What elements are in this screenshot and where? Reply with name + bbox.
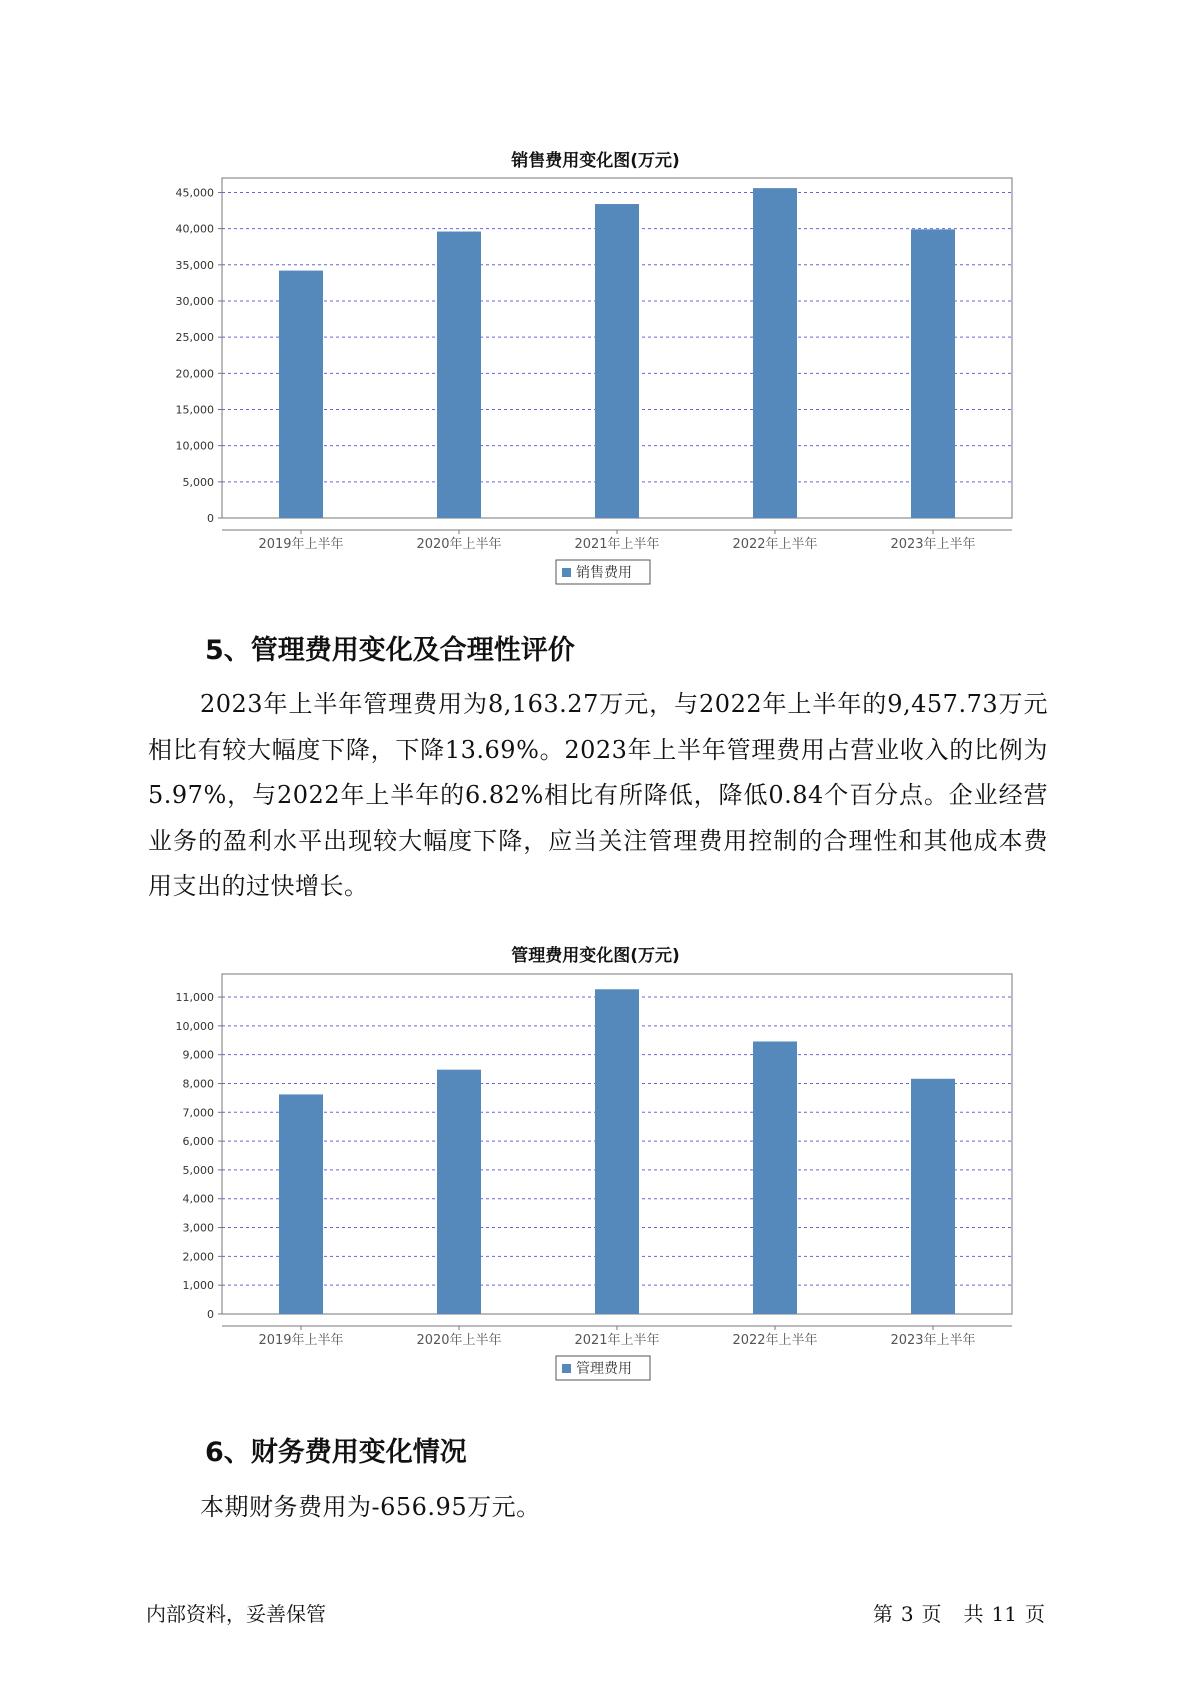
section5-paragraph: 2023年上半年管理费用为8,163.27万元，与2022年上半年的9,457.73万元相比有较大幅度下降，下降13.69%。2023年上半年管理费用占营业收入的比例为5.97%，与2022年上半年的6.82%相比有所降低，降低0.84个百分点。企业经营业务的盈利水平出现较大幅度下降，应当关注管理费用控制的合理性和其他成本费用支出的过快增长。: [148, 690, 1048, 900]
bar: [753, 1041, 797, 1314]
y-tick-label: 10,000: [175, 439, 214, 453]
x-tick-label: 2019年上半年: [258, 537, 344, 552]
x-tick-label: 2022年上半年: [732, 537, 818, 552]
y-tick-label: 7,000: [182, 1106, 214, 1120]
bar: [595, 204, 639, 518]
x-tick-label: 2022年上半年: [732, 1333, 818, 1348]
bar: [279, 271, 323, 518]
y-tick-label: 6,000: [182, 1135, 214, 1149]
y-tick-label: 25,000: [175, 331, 214, 345]
legend-swatch: [562, 1364, 571, 1373]
y-tick-label: 5,000: [182, 475, 214, 489]
x-tick-label: 2020年上半年: [416, 537, 502, 552]
y-tick-label: 35,000: [175, 258, 214, 272]
y-tick-label: 2,000: [182, 1250, 214, 1264]
x-tick-label: 2020年上半年: [416, 1333, 502, 1348]
y-tick-label: 4,000: [182, 1192, 214, 1206]
section6-paragraph: 本期财务费用为-656.95万元。: [200, 1493, 541, 1521]
total-prefix: 共: [963, 1602, 984, 1626]
x-tick-label: 2021年上半年: [574, 537, 660, 552]
footer-page-info: [873, 1598, 1045, 1627]
bar: [437, 232, 481, 518]
admin-chart-title: 管理费用变化图(万元): [511, 946, 680, 966]
y-tick-label: 1,000: [182, 1279, 214, 1293]
y-tick-label: 11,000: [175, 991, 214, 1005]
footer-confidential-note: 内部资料，妥善保管: [146, 1602, 326, 1626]
legend-swatch: [562, 568, 571, 577]
y-tick-label: 40,000: [175, 222, 214, 236]
y-tick-label: 15,000: [175, 403, 214, 417]
y-tick-label: 10,000: [175, 1019, 214, 1033]
x-tick-label: 2021年上半年: [574, 1333, 660, 1348]
page-prefix: 第: [872, 1602, 893, 1626]
section6-heading: 6、财务费用变化情况: [205, 1437, 467, 1468]
sales-chart-title: 销售费用变化图(万元): [511, 151, 680, 171]
y-tick-label: 3,000: [182, 1221, 214, 1235]
page-mid: 页: [921, 1602, 942, 1626]
y-tick-label: 0: [207, 1308, 214, 1321]
bar: [595, 989, 639, 1314]
y-tick-label: 9,000: [182, 1048, 214, 1062]
bar: [753, 188, 797, 518]
y-tick-label: 8,000: [182, 1077, 214, 1091]
y-tick-label: 45,000: [175, 186, 214, 200]
y-tick-label: 0: [207, 512, 214, 525]
y-tick-label: 30,000: [175, 294, 214, 308]
x-tick-label: 2023年上半年: [890, 1333, 976, 1348]
x-tick-label: 2023年上半年: [890, 537, 976, 552]
legend-label: 销售费用: [576, 565, 632, 581]
total-pages: 11: [991, 1602, 1017, 1626]
y-tick-label: 20,000: [175, 367, 214, 381]
page-number: 3: [900, 1602, 914, 1626]
y-tick-label: 5,000: [182, 1163, 214, 1177]
total-suffix: 页: [1025, 1602, 1045, 1626]
section5-heading: 5、管理费用变化及合理性评价: [205, 635, 575, 666]
bar: [437, 1070, 481, 1314]
admin-expense-chart: [0, 966, 1191, 1386]
bar: [279, 1094, 323, 1314]
sales-expense-chart: [0, 170, 1191, 590]
legend-label: 管理费用: [576, 1361, 632, 1377]
bar: [911, 229, 955, 518]
x-tick-label: 2019年上半年: [258, 1333, 344, 1348]
bar: [911, 1079, 955, 1314]
